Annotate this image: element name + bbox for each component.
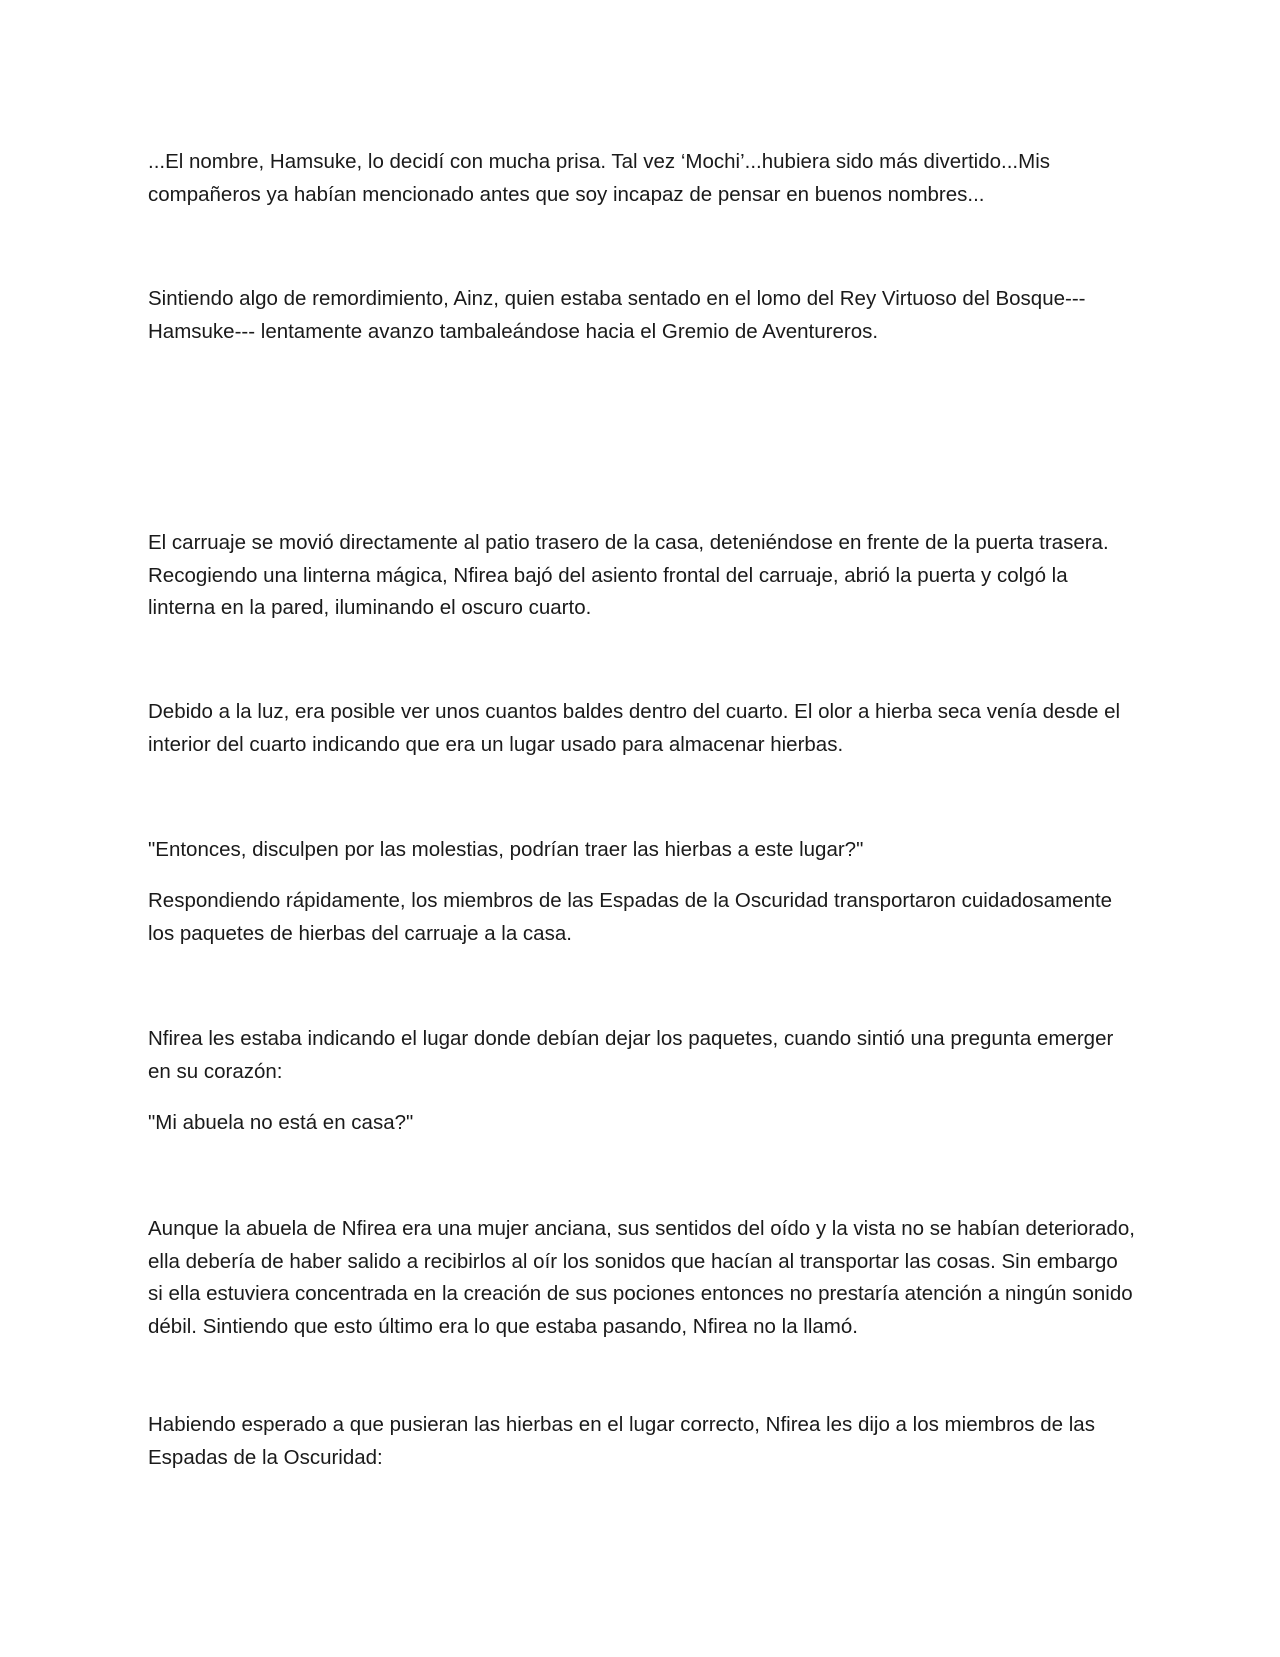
- paragraph-hamsuke-name: ...El nombre, Hamsuke, lo decidí con mucha prisa. Tal vez ‘Mochi’...hubiera sido más divertido...Mis compañeros ya habían mencionado antes que soy incapaz de pensar en buenos nombres...: [148, 150, 1050, 206]
- paragraph-transport: Respondiendo rápidamente, los miembros de las Espadas de la Oscuridad transportaron cuidadosamente los paquetes de hierbas del carruaje a la casa.: [148, 889, 1113, 945]
- paragraph-dialogue-grandmother: "Mi abuela no está en casa?": [148, 1111, 414, 1134]
- paragraph-grandmother-senses: Aunque la abuela de Nfirea era una mujer anciana, sus sentidos del oído y la vista no se habían deteriorado, ella debería de haber salido a recibirlos al oír los sonidos que hacían al transportar las cosas. Sin embargo si ella estuviera concentrada en la creación de sus pociones entonces no prestaría atención a ningún sonido débil. Sintiendo que esto último era lo que estaba pasando, Nfirea no la llamó.: [148, 1217, 1135, 1338]
- paragraph-dialogue-request: "Entonces, disculpen por las molestias, podrían traer las hierbas a este lugar?": [148, 838, 864, 861]
- paragraph-ainz-guild: Sintiendo algo de remordimiento, Ainz, quien estaba sentado en el lomo del Rey Virtuoso del Bosque---Hamsuke--- lentamente avanzo tambaleándose hacia el Gremio de Aventureros.: [148, 287, 1086, 343]
- paragraph-nfirea-question: Nfirea les estaba indicando el lugar donde debían dejar los paquetes, cuando sintió una pregunta emerger en su corazón:: [148, 1027, 1114, 1083]
- paragraph-nfirea-speaks: Habiendo esperado a que pusieran las hierbas en el lugar correcto, Nfirea les dijo a los miembros de las Espadas de la Oscuridad:: [148, 1413, 1095, 1469]
- paragraph-carriage: El carruaje se movió directamente al patio trasero de la casa, deteniéndose en frente de la puerta trasera. Recogiendo una linterna mágica, Nfirea bajó del asiento frontal del carruaje, abrió la puerta y colgó la linterna en la pared, iluminando el oscuro cuarto.: [148, 531, 1109, 619]
- paragraph-herb-room: Debido a la luz, era posible ver unos cuantos baldes dentro del cuarto. El olor a hierba seca venía desde el interior del cuarto indicando que era un lugar usado para almacenar hierbas.: [148, 700, 1121, 756]
